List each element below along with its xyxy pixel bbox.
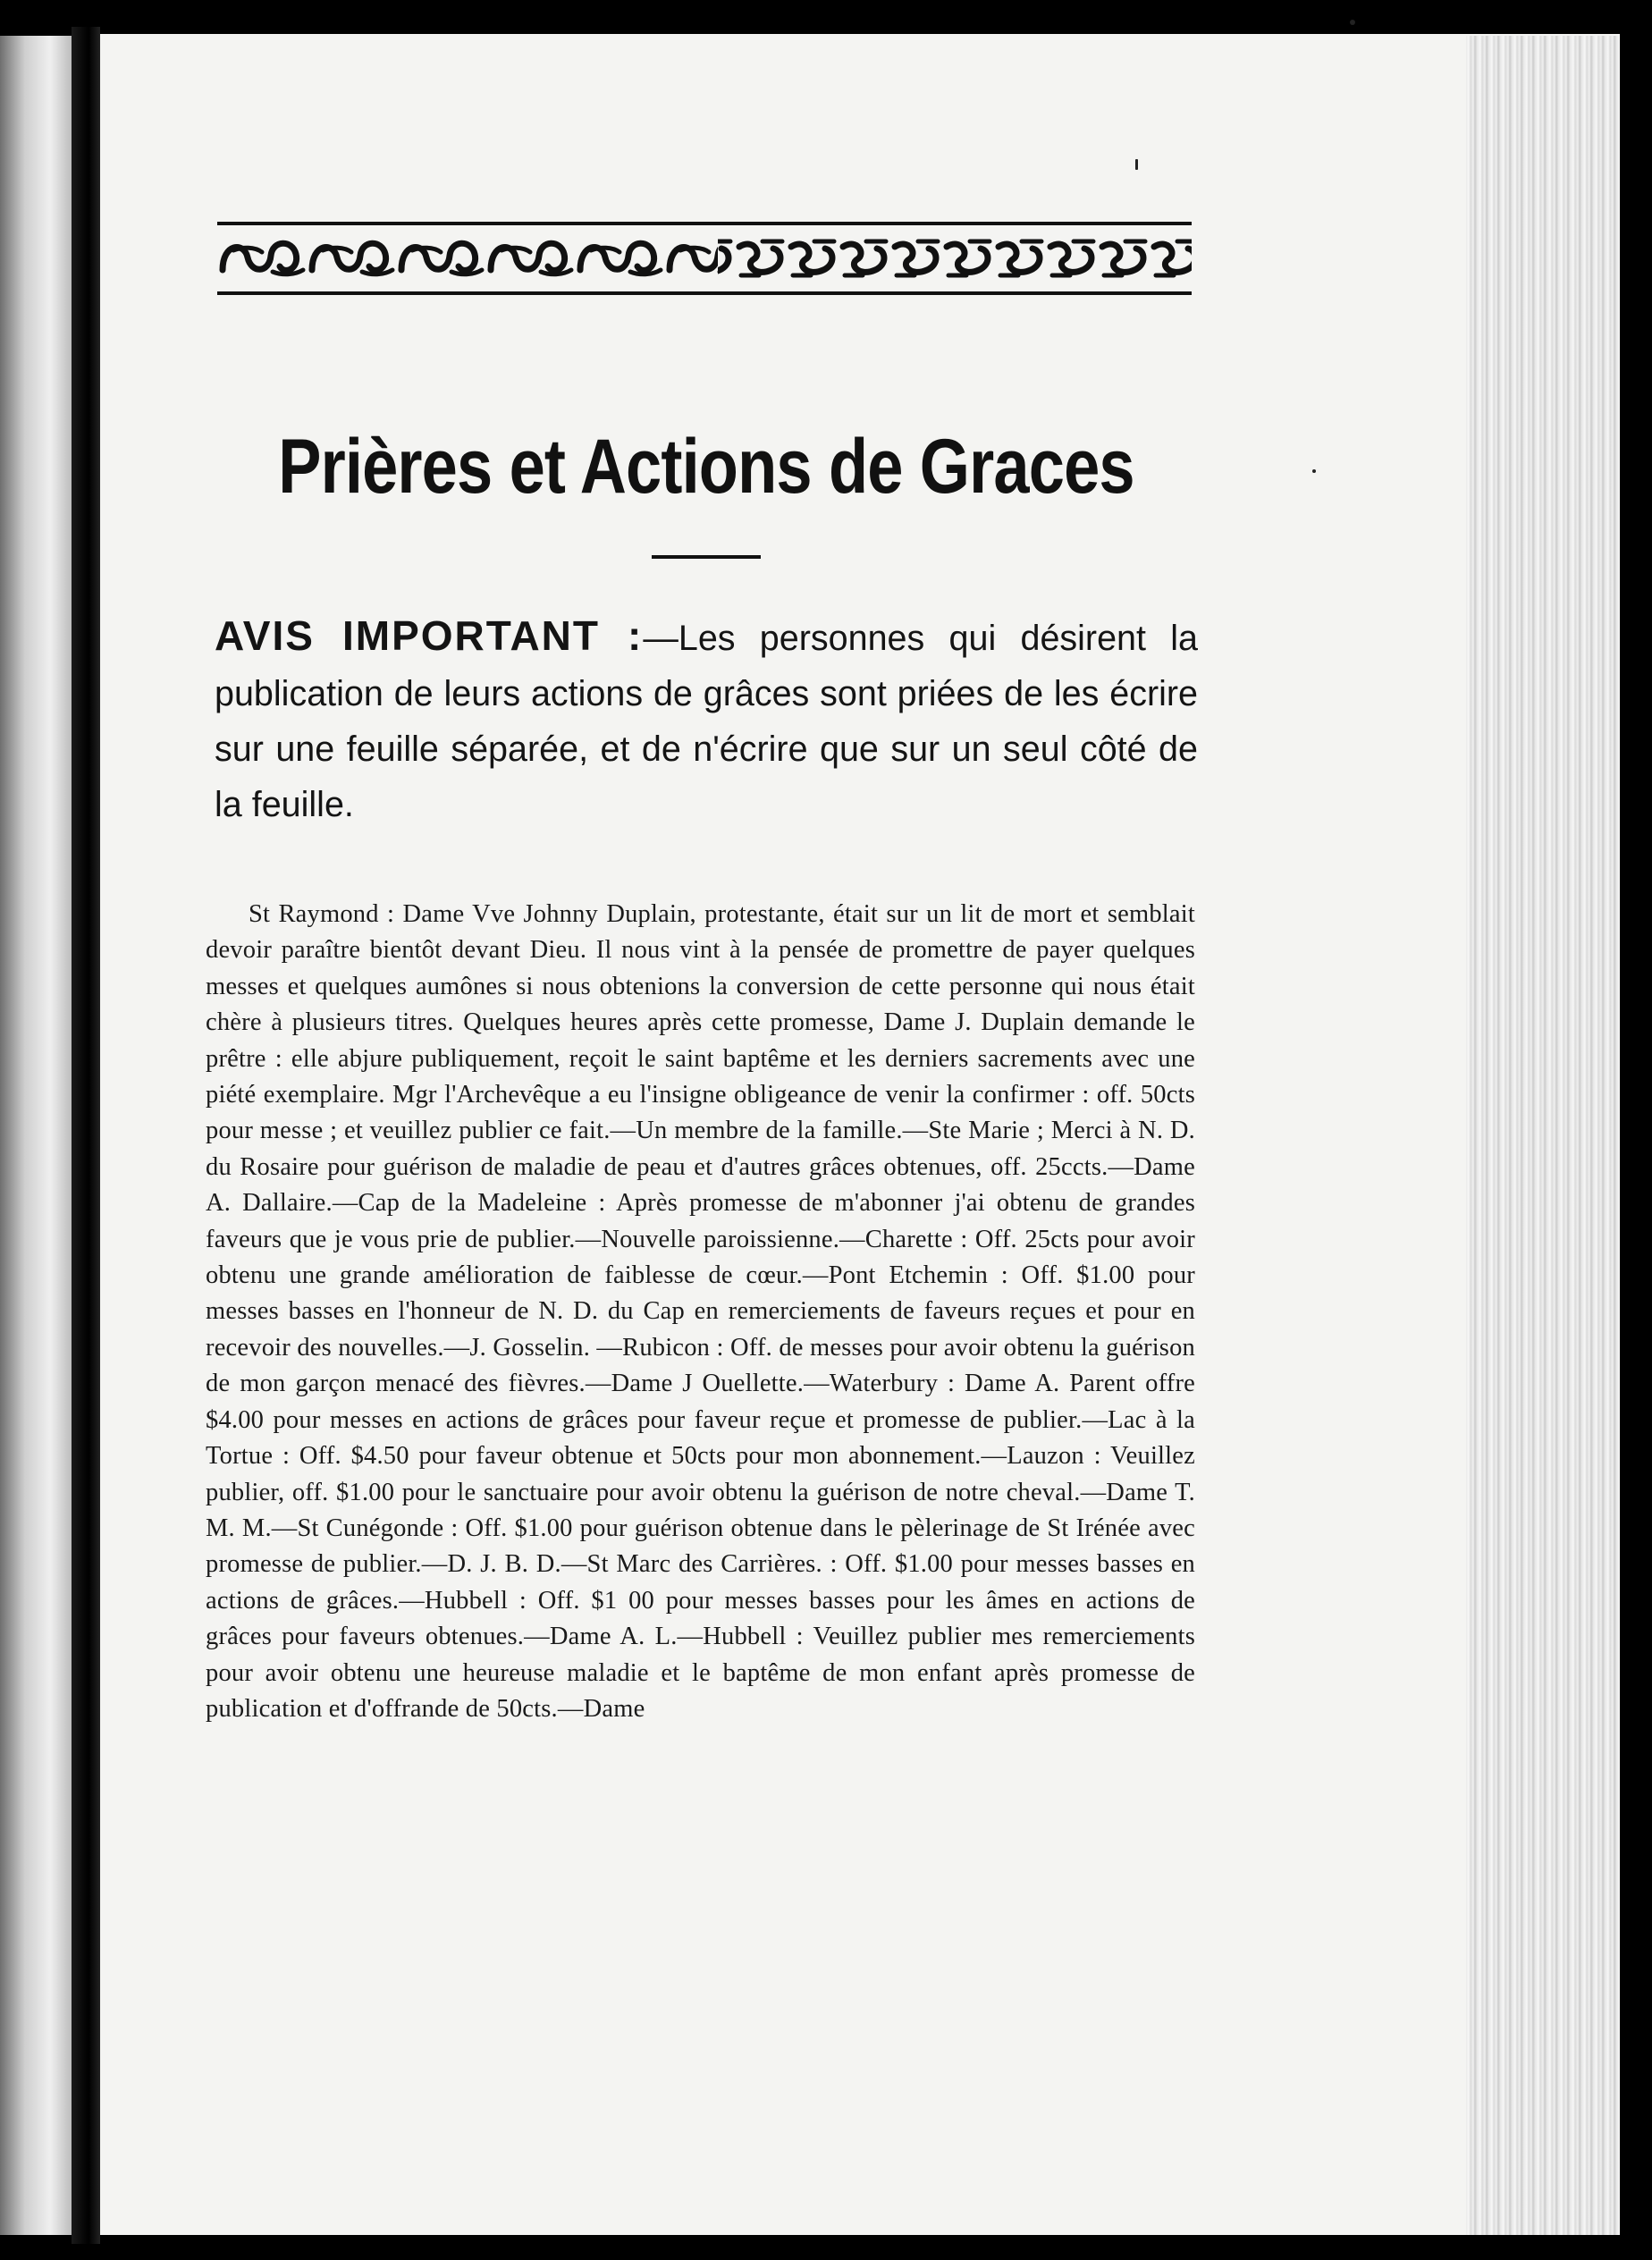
facing-page-edge — [0, 36, 72, 2235]
page-stack-edges — [1466, 36, 1622, 2235]
page-title: Prières et Actions de Graces — [278, 424, 1134, 510]
ornament-top-rule — [217, 222, 1192, 225]
notice-text: —Les personnes qui désirent la publication de leurs actions de grâces sont priées de les écrire sur une feuille séparée, et de n'écrire que sur un seul côté de la feuille. — [215, 619, 1198, 824]
dust-speck — [1312, 469, 1316, 473]
ornament-scroll-icon — [217, 234, 1192, 282]
thanksgiving-entries: St Raymond : Dame Vve Johnny Duplain, protestante, était sur un lit de mort et semblait devoir paraître bientôt devant Dieu. Il nous vint à la pensée de promettre de payer quelques messes et quelques aumônes si nous obtenions la conversion de cette personne qui nous était chère à plusieurs titres. Quelques heures après cette promesse, Dame J. Duplain demande le prêtre : elle abjure publiquement, reçoit le saint baptême et les derniers sacrements avec une piété exemplaire. Mgr l'Archevêque a eu l'insigne obligeance de venir la confirmer : off. 50cts pour messe ; et veuillez publier ce fait.—Un membre de la famille.—Ste Marie ; Merci à N. D. du Rosaire pour guérison de maladie de peau et d'autres grâces obtenues, off. 25ccts.—Dame A. Dallaire.—Cap de la Madeleine : Après promesse de m'abonner j'ai obtenu de grandes faveurs que je vous prie de publier.—Nouvelle paroissienne.—Charette : Off. 25cts pour avoir obtenu une grande amélioration de faiblesse de cœur.—Pont Etchemin : Off. $1.00 pour messes basses en l'honneur de N. D. du Cap en remerciements de faveurs reçues et pour en recevoir des nouvelles.—J. Gosselin. —Rubicon : Off. de messes pour avoir obtenu la guérison de mon garçon menacé des fièvres.—Dame J Ouellette.—Waterbury : Dame A. Parent offre $4.00 pour messes en actions de grâces pour faveur reçue et promesse de publier.—Lac à la Tortue : Off. $4.50 pour faveur obtenue et 50cts pour mon abonnement.—Lauzon : Veuillez publier, off. $1.00 pour le sanctuaire pour avoir obtenu la guérison de notre cheval.—Dame T. M. M.—St Cunégonde : Off. $1.00 pour guérison obtenue dans le pèlerinage de St Irénée avec promesse de publier.—D. J. B. D.—St Marc des Carrières. : Off. $1.00 pour messes basses en actions de grâces.—Hubbell : Off. $1 00 pour messes basses pour les âmes en actions de grâces pour faveurs obtenues.—Dame A. L.—Hubbell : Veuillez publier mes remerciements pour avoir obtenu une heureuse maladie et le baptême de mon enfant après promesse de publication et d'offrande de 50cts.—Dame — [206, 900, 1195, 1723]
decorative-header-band — [217, 222, 1192, 297]
book-gutter — [72, 27, 100, 2244]
title-divider — [652, 555, 761, 559]
important-notice — [215, 608, 1198, 832]
background-edge — [1620, 0, 1652, 2260]
notice-lead: AVIS IMPORTANT : — [215, 612, 644, 659]
dust-speck — [1350, 20, 1355, 25]
ornament-bottom-rule — [217, 291, 1192, 295]
dust-speck — [1135, 159, 1138, 170]
